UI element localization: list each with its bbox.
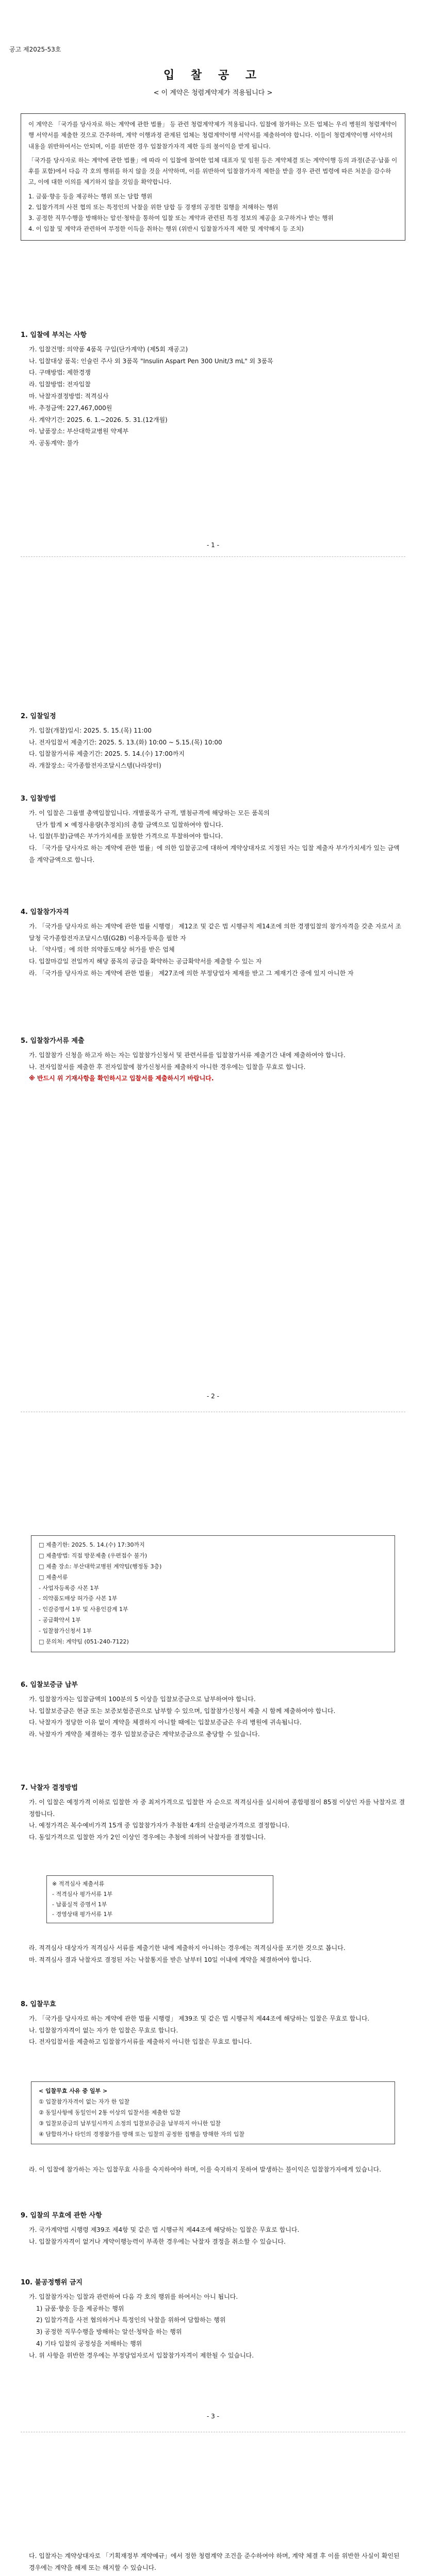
info-line: - 경영상태 평가서류 1부 <box>52 1911 113 1918</box>
section-line: 나. 입찰참가자격이 없는 자가 한 입찰은 무효로 합니다. <box>29 2026 178 2034</box>
section-7b <box>21 1942 405 1966</box>
section-8b <box>21 2164 405 2176</box>
section-line: 가. 「국가를 당사자로 하는 계약에 관한 법률 시행령」 제12조 및 같은 법 시행규칙 제14조에 의한 경쟁입찰의 참가자격을 갖춘 자로서 조달청 국가종합전자조달시스템(G2B) 이용자등록을 필한 자 <box>29 922 402 942</box>
info-line: ※ 적격심사 제출서류 <box>52 1880 105 1887</box>
section-line: 마. 적격심사 결과 낙찰자로 결정된 자는 낙찰통지를 받은 날부터 10일 이내에 계약을 체결하여야 합니다. <box>29 1956 312 1963</box>
section-line: 1) 금품·향응 등을 제공하는 행위 <box>36 2304 124 2312</box>
section-line: 나. 입찰보증금은 현금 또는 보증보험증권으로 납부할 수 있으며, 입찰참가신청서 제출 시 함께 제출하여야 합니다. <box>29 1707 336 1715</box>
section-heading: 4. 입찰참가자격 <box>21 908 69 916</box>
section-line: 가. 입찰(개찰)일시: 2025. 5. 15.(목) 11:00 <box>29 726 152 734</box>
section-9 <box>21 2210 405 2247</box>
section-line: 라. 이 입찰에 참가하는 자는 입찰무효 사유를 숙지하여야 하며, 이를 숙지하지 못하여 발생하는 불이익은 입찰참가자에게 있습니다. <box>29 2166 382 2173</box>
section-line: 가. 입찰건명: 의약품 4품목 구입(단가계약) (제5회 재공고) <box>29 345 188 353</box>
section-heading: 6. 입찰보증금 납부 <box>21 1681 78 1689</box>
section-line: 다. 전자입찰서를 제출하고 입찰참가서류를 제출하지 아니한 입찰은 무효로 합니다. <box>29 2038 252 2046</box>
invalid-bid-box <box>31 2081 395 2144</box>
integrity-item: 2. 입찰가격의 사전 협의 또는 특정인의 낙찰을 위한 담합 등 경쟁의 공정한 집행을 저해하는 행위 <box>28 203 278 211</box>
page-title: 입 찰 공 고 <box>163 69 263 82</box>
section-6 <box>21 1680 405 1740</box>
integrity-item: 1. 금품·향응 등을 제공하는 행위 또는 담합 행위 <box>28 192 153 200</box>
section-5 <box>21 1036 405 1084</box>
section-line: 다. 낙찰자가 정당한 이유 없이 계약을 체결하지 아니할 때에는 입찰보증금은 우리 병원에 귀속됩니다. <box>29 1719 302 1726</box>
section-line: 바. 추정금액: 227,467,000원 <box>29 404 112 412</box>
section-line: 가. 「국가를 당사자로 하는 계약에 관한 법률 시행령」 제39조 및 같은 법 시행규칙 제44조에 해당하는 입찰은 무효로 합니다. <box>29 2014 370 2022</box>
section-line: 가. 입찰참가자는 입찰과 관련하여 다음 각 호의 행위를 하여서는 아니 됩니다. <box>29 2293 238 2300</box>
section-line: 가. 입찰참가 신청을 하고자 하는 자는 입찰참가신청서 및 관련서류를 입찰참가서류 제출기간 내에 제출하여야 합니다. <box>29 1051 346 1059</box>
info-line: □ 제출기한: 2025. 5. 14.(수) 17:30까지 <box>39 1541 145 1548</box>
section-4 <box>21 907 405 979</box>
section-line: 가. 이 입찰은 예정가격 이하로 입찰한 자 중 최저가격으로 입찰한 자 순으로 적격심사를 실시하여 종합평점이 85점 이상인 자를 낙찰자로 결정합니다. <box>29 1798 405 1818</box>
info-line: - 인감증명서 1부 및 사용인감계 1부 <box>39 1606 128 1613</box>
section-line: 라. 낙찰자가 계약을 체결하는 경우 입찰보증금은 계약보증금으로 충당할 수 있습니다. <box>29 1731 260 1738</box>
section-line: 가. 국가계약법 시행령 제39조 제4항 및 같은 법 시행규칙 제44조에 해당하는 입찰은 무효로 합니다. <box>29 2226 300 2233</box>
info-line: - 공급확약서 1부 <box>39 1617 81 1624</box>
section-7 <box>21 1783 405 1843</box>
info-line: - 적격심사 평가서류 1부 <box>52 1890 113 1897</box>
section-line: 나. 입찰(투찰)금액은 부가가치세를 포함한 가격으로 투찰하여야 합니다. <box>29 833 223 840</box>
section-line: 나. 전자입찰서 제출기간: 2025. 5. 13.(화) 10:00 ~ 5.15.(목) 10:00 <box>29 738 222 746</box>
info-line: < 입찰무효 사유 중 일부 > <box>39 2088 108 2094</box>
section-line: 나. 전자입찰서를 제출한 후 전자입찰에 참가신청서를 제출하지 아니한 경우에는 입찰을 무효로 합니다. <box>29 1063 306 1071</box>
integrity-item: 3. 공정한 직무수행을 방해하는 알선·청탁을 통하여 입찰 또는 계약과 관련된 특정 정보의 제공을 요구하거나 받는 행위 <box>28 214 334 222</box>
info-line: □ 제출서류 <box>39 1573 68 1581</box>
info-line: □ 제출 장소: 부산대학교병원 계약팀(행정동 3층) <box>39 1563 162 1570</box>
section-line: 다. 구매방법: 제한경쟁 <box>29 369 91 377</box>
info-line: ① 입찰참가자격이 없는 자가 한 입찰 <box>39 2098 130 2105</box>
section-line: 다. 「국가를 당사자로 하는 계약에 관한 법률」에 의한 입찰공고에 대하여 계약상대자로 지정된 자는 입찰 제출자 부가가치세가 있는 금액을 계약금액으로 합니다. <box>29 844 400 863</box>
section-line: 마. 낙찰자결정방법: 적격심사 <box>29 392 109 400</box>
section-3 <box>21 793 405 866</box>
section-line: 나. 위 사항을 위반한 경우에는 부정당업자로서 입찰참가자격이 제한될 수 있습니다. <box>29 2351 254 2359</box>
document-number: 공고 제2025-53호 <box>9 46 61 53</box>
integrity-notice-box <box>21 113 405 241</box>
info-line: - 의약품도매상 허가증 사본 1부 <box>39 1595 118 1602</box>
section-line: 라. 적격심사 대상자가 적격심사 서류를 제출기한 내에 제출하지 아니하는 경우에는 적격심사를 포기한 것으로 봅니다. <box>29 1944 346 1952</box>
section-heading: 1. 입찰에 부치는 사항 <box>21 331 87 339</box>
page-number: - 2 - <box>207 1393 219 1400</box>
section-10b <box>21 2550 405 2576</box>
page-number: - 3 - <box>207 2413 219 2420</box>
section-line: 사. 계약기간: 2025. 6. 1.~2026. 5. 31.(12개월) <box>29 416 168 423</box>
section-line: 자. 공동계약: 불가 <box>29 439 79 447</box>
page-divider <box>21 556 405 557</box>
section-line: 나. 입찰대상 품목: 인슐린 주사 외 3품목 "Insulin Aspart Pen 300 Unit/3 mL" 외 3품목 <box>29 357 273 365</box>
section-heading: 7. 낙찰자 결정방법 <box>21 1784 78 1792</box>
section-line: 나. 예정가격은 복수예비가격 15개 중 입찰참가자가 추첨한 4개의 산술평균가격으로 결정합니다. <box>29 1822 290 1829</box>
info-line: - 납품실적 증명서 1부 <box>52 1901 107 1908</box>
info-line: ② 동일사항에 동일인이 2통 이상의 입찰서를 제출한 입찰 <box>39 2109 181 2116</box>
section-line: 4) 기타 입찰의 공정성을 저해하는 행위 <box>36 2340 142 2347</box>
section-2 <box>21 711 405 772</box>
section-line: 라. 개찰장소: 국가종합전자조달시스템(나라장터) <box>29 762 161 770</box>
section-line: 2) 입찰가격을 사전 협의하거나 특정인의 낙찰을 위하여 담합하는 행위 <box>36 2316 226 2324</box>
section-line: 다. 입찰자는 계약상대자로 「기획재정부 계약예규」에서 정한 청렴계약 조건을 준수하여야 하며, 계약 체결 후 이를 위반한 사실이 확인된 경우에는 계약을 해제 또는 해지할 수 있습니다. <box>29 2552 400 2571</box>
section-line: 단가 합계 × 예정사용량(추정치)의 총합 금액으로 입찰하여야 합니다. <box>36 821 223 828</box>
section-8 <box>21 1999 405 2048</box>
section-line: 다. 입찰참가서류 제출기간: 2025. 5. 14.(수) 17:00까지 <box>29 750 185 758</box>
section-line: 다. 입찰마감일 전일까지 해당 품목의 공급을 확약하는 공급확약서를 제출할 수 있는 자 <box>29 958 262 965</box>
section-line: 3) 공정한 직무수행을 방해하는 알선·청탁을 하는 행위 <box>36 2328 182 2336</box>
section-line: 라. 「국가를 당사자로 하는 계약에 관한 법률」 제27조에 의한 부정당업자 제재를 받고 그 제재기간 중에 있지 아니한 자 <box>29 969 354 977</box>
info-line: □ 제출방법: 직접 방문제출 (우편접수 불가) <box>39 1552 148 1559</box>
section-heading: 10. 불공정행위 금지 <box>21 2279 83 2286</box>
info-line: - 입찰참가신청서 1부 <box>39 1628 92 1635</box>
warning-note: ※ 반드시 위 기재사항을 확인하시고 입찰서를 제출하시기 바랍니다. <box>29 1075 214 1082</box>
info-line: - 사업자등록증 사본 1부 <box>39 1584 100 1591</box>
section-heading: 3. 입찰방법 <box>21 795 56 803</box>
section-line <box>21 2574 405 2576</box>
info-line: □ 문의처: 계약팀 (051-240-7122) <box>39 1638 129 1646</box>
section-heading: 5. 입찰참가서류 제출 <box>21 1037 85 1045</box>
section-heading: 8. 입찰무효 <box>21 2001 56 2008</box>
info-line: ④ 담합하거나 타인의 경쟁참가를 방해 또는 입찰의 공정한 집행을 방해한 자의 입찰 <box>39 2130 244 2138</box>
section-line: 나. 「약사법」에 의한 의약품도매상 허가를 받은 업체 <box>29 946 175 954</box>
submission-info-box <box>31 1535 395 1652</box>
section-heading: 9. 입찰의 무효에 관한 사항 <box>21 2212 102 2219</box>
integrity-paragraph: 이 계약은 「국가를 당사자로 하는 계약에 관한 법률」 등 관련 청렴계약제가 적용됩니다. 입찰에 참가하는 모든 업체는 우리 병원의 청렴계약이행 서약서를 제출한 것으로 간주하며, 계약 이행과정 관계된 업체는 청렴계약이행 서약서를 제출하여야 합니다. 이들이 청렴계약이행 서약서의 내용을 위반하여서는 안되며, 이를 위반한 경우 입찰참가자격 제한 등의 불이익을 받게 됩니다. <box>28 121 397 150</box>
section-line: 가. 이 입찰은 그룹별 총액입찰입니다. 개별품목가 규격, 별첨규격에 해당하는 모든 품목의 <box>29 809 270 817</box>
integrity-item: 4. 이 입찰 및 계약과 관련하여 부정한 이득을 취하는 행위 (위반시 입찰참가자격 제한 및 계약해지 등 조치) <box>28 225 304 233</box>
section-10 <box>21 2277 405 2362</box>
page-number: - 1 - <box>207 541 219 549</box>
info-line: ③ 입찰보증금의 납부일시까지 소정의 입찰보증금을 납부하지 아니한 입찰 <box>39 2120 221 2127</box>
integrity-paragraph: 「국가를 당사자로 하는 계약에 관한 법률」에 따라 이 입찰에 참여한 업체 대표자 및 임원 등은 계약체결 또는 계약이행 등의 과정(준공·납품 이후를 포함)에서 다음 각 호의 행위를 하지 않을 것을 서약하며, 이를 위반하여 입찰참가자격 제한을 받을 경우 관련 법령에 따른 처분을 감수하고, 이에 대한 이의를 제기하지 않을 것임을 확약합니다. <box>28 156 398 186</box>
section-line: 나. 입찰참가자격이 없거나 계약이행능력이 부족한 경우에는 낙찰자 결정을 취소할 수 있습니다. <box>29 2238 286 2245</box>
evaluation-docs-box <box>46 1875 273 1923</box>
section-heading: 2. 입찰일정 <box>21 713 56 720</box>
section-1 <box>21 330 405 449</box>
section-line: 가. 입찰참가자는 입찰금액의 100분의 5 이상을 입찰보증금으로 납부하여야 합니다. <box>29 1695 256 1703</box>
page-subtitle: < 이 계약은 청렴계약제가 적용됩니다 > <box>153 89 273 97</box>
section-line: 다. 동일가격으로 입찰한 자가 2인 이상인 경우에는 추첨에 의하여 낙찰자를 결정합니다. <box>29 1834 266 1841</box>
section-line: 라. 입찰방법: 전자입찰 <box>29 381 91 388</box>
section-line: 아. 납품장소: 부산대학교병원 약제부 <box>29 428 129 435</box>
